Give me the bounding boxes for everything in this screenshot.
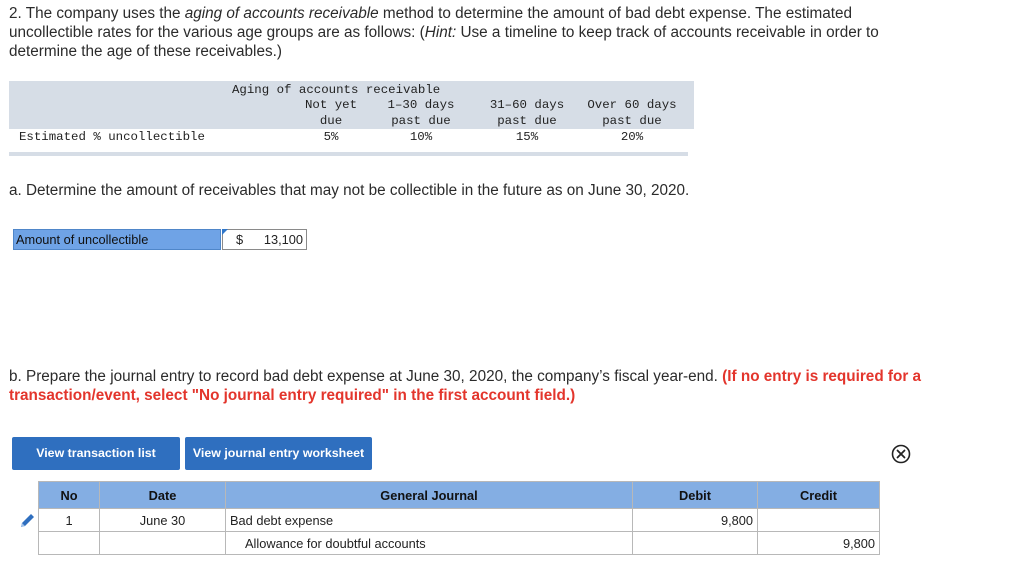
entry-credit-amount[interactable]: 9,800 — [758, 532, 880, 555]
entry-number-empty — [39, 532, 100, 555]
amount-uncollectible-label: Amount of uncollectible — [13, 229, 221, 250]
amount-uncollectible-value: 13,100 — [263, 232, 303, 247]
table-row — [39, 509, 880, 532]
aging-col2-rate: 10% — [409, 130, 433, 144]
view-journal-entry-worksheet-button[interactable]: View journal entry worksheet — [185, 437, 372, 470]
aging-col4-line1: Over 60 days — [587, 98, 677, 112]
header-general-journal: General Journal — [226, 482, 633, 509]
view-transaction-list-button[interactable]: View transaction list — [12, 437, 180, 470]
entry-date-empty — [100, 532, 226, 555]
aging-row-label: Estimated % uncollectible — [19, 130, 205, 144]
header-debit: Debit — [633, 482, 758, 509]
question-line2-pre: uncollectible rates for the various age groups are as follows: ( — [9, 24, 425, 41]
aging-col1-line1: Not yet — [304, 98, 358, 112]
question-line1-emphasis: aging of accounts receivable — [184, 5, 379, 22]
journal-table — [38, 481, 880, 555]
header-no: No — [39, 482, 100, 509]
part-b-instruction-2: transaction/event, select "No journal entry required" in the first account field.) — [9, 387, 576, 404]
aging-col2-line2: past due — [391, 114, 451, 128]
question-line3: determine the age of these receivables.) — [9, 43, 282, 60]
question-line1-post: method to determine the amount of bad debt expense. The estimated — [378, 5, 853, 22]
header-date: Date — [100, 482, 226, 509]
question-line1-pre: 2. The company uses the — [9, 5, 185, 22]
question-text — [9, 4, 999, 61]
entry-account-debit[interactable]: Bad debt expense — [226, 509, 633, 532]
pencil-icon[interactable] — [16, 511, 38, 531]
aging-col3-line1: 31–60 days — [489, 98, 565, 112]
aging-heading: Aging of accounts receivable — [232, 83, 441, 97]
close-circle-icon[interactable] — [891, 444, 911, 464]
question-hint: Hint: — [424, 24, 457, 41]
aging-col1-line2: due — [319, 114, 343, 128]
part-b-prompt-text: b. Prepare the journal entry to record bad debt expense at June 30, 2020, the company’s fiscal year-end. — [9, 368, 723, 385]
aging-col4-line2: past due — [602, 114, 662, 128]
part-b-prompt — [9, 367, 1019, 405]
aging-col4-rate: 20% — [620, 130, 644, 144]
currency-symbol: $ — [236, 232, 244, 247]
entry-date[interactable]: June 30 — [100, 509, 226, 532]
question-line2-post: Use a timeline to keep track of accounts receivable in order to — [456, 24, 879, 41]
aging-divider — [9, 152, 688, 156]
table-row — [39, 532, 880, 555]
aging-col2-line1: 1–30 days — [387, 98, 455, 112]
aging-col3-rate: 15% — [515, 130, 539, 144]
amount-uncollectible-field[interactable] — [222, 229, 307, 250]
entry-debit-amount-empty[interactable] — [633, 532, 758, 555]
answer-flag-icon — [222, 229, 228, 235]
journal-header-row — [39, 482, 880, 509]
aging-col3-line2: past due — [497, 114, 557, 128]
header-credit: Credit — [758, 482, 880, 509]
aging-col1-rate: 5% — [323, 130, 339, 144]
entry-credit-amount-empty[interactable] — [758, 509, 880, 532]
part-b-instruction-1: (If no entry is required for a — [722, 368, 922, 385]
entry-debit-amount[interactable]: 9,800 — [633, 509, 758, 532]
entry-account-credit[interactable]: Allowance for doubtful accounts — [226, 532, 633, 555]
entry-number: 1 — [39, 509, 100, 532]
part-a-prompt: a. Determine the amount of receivables that may not be collectible in the future as on June 30, 2020. — [9, 182, 690, 199]
